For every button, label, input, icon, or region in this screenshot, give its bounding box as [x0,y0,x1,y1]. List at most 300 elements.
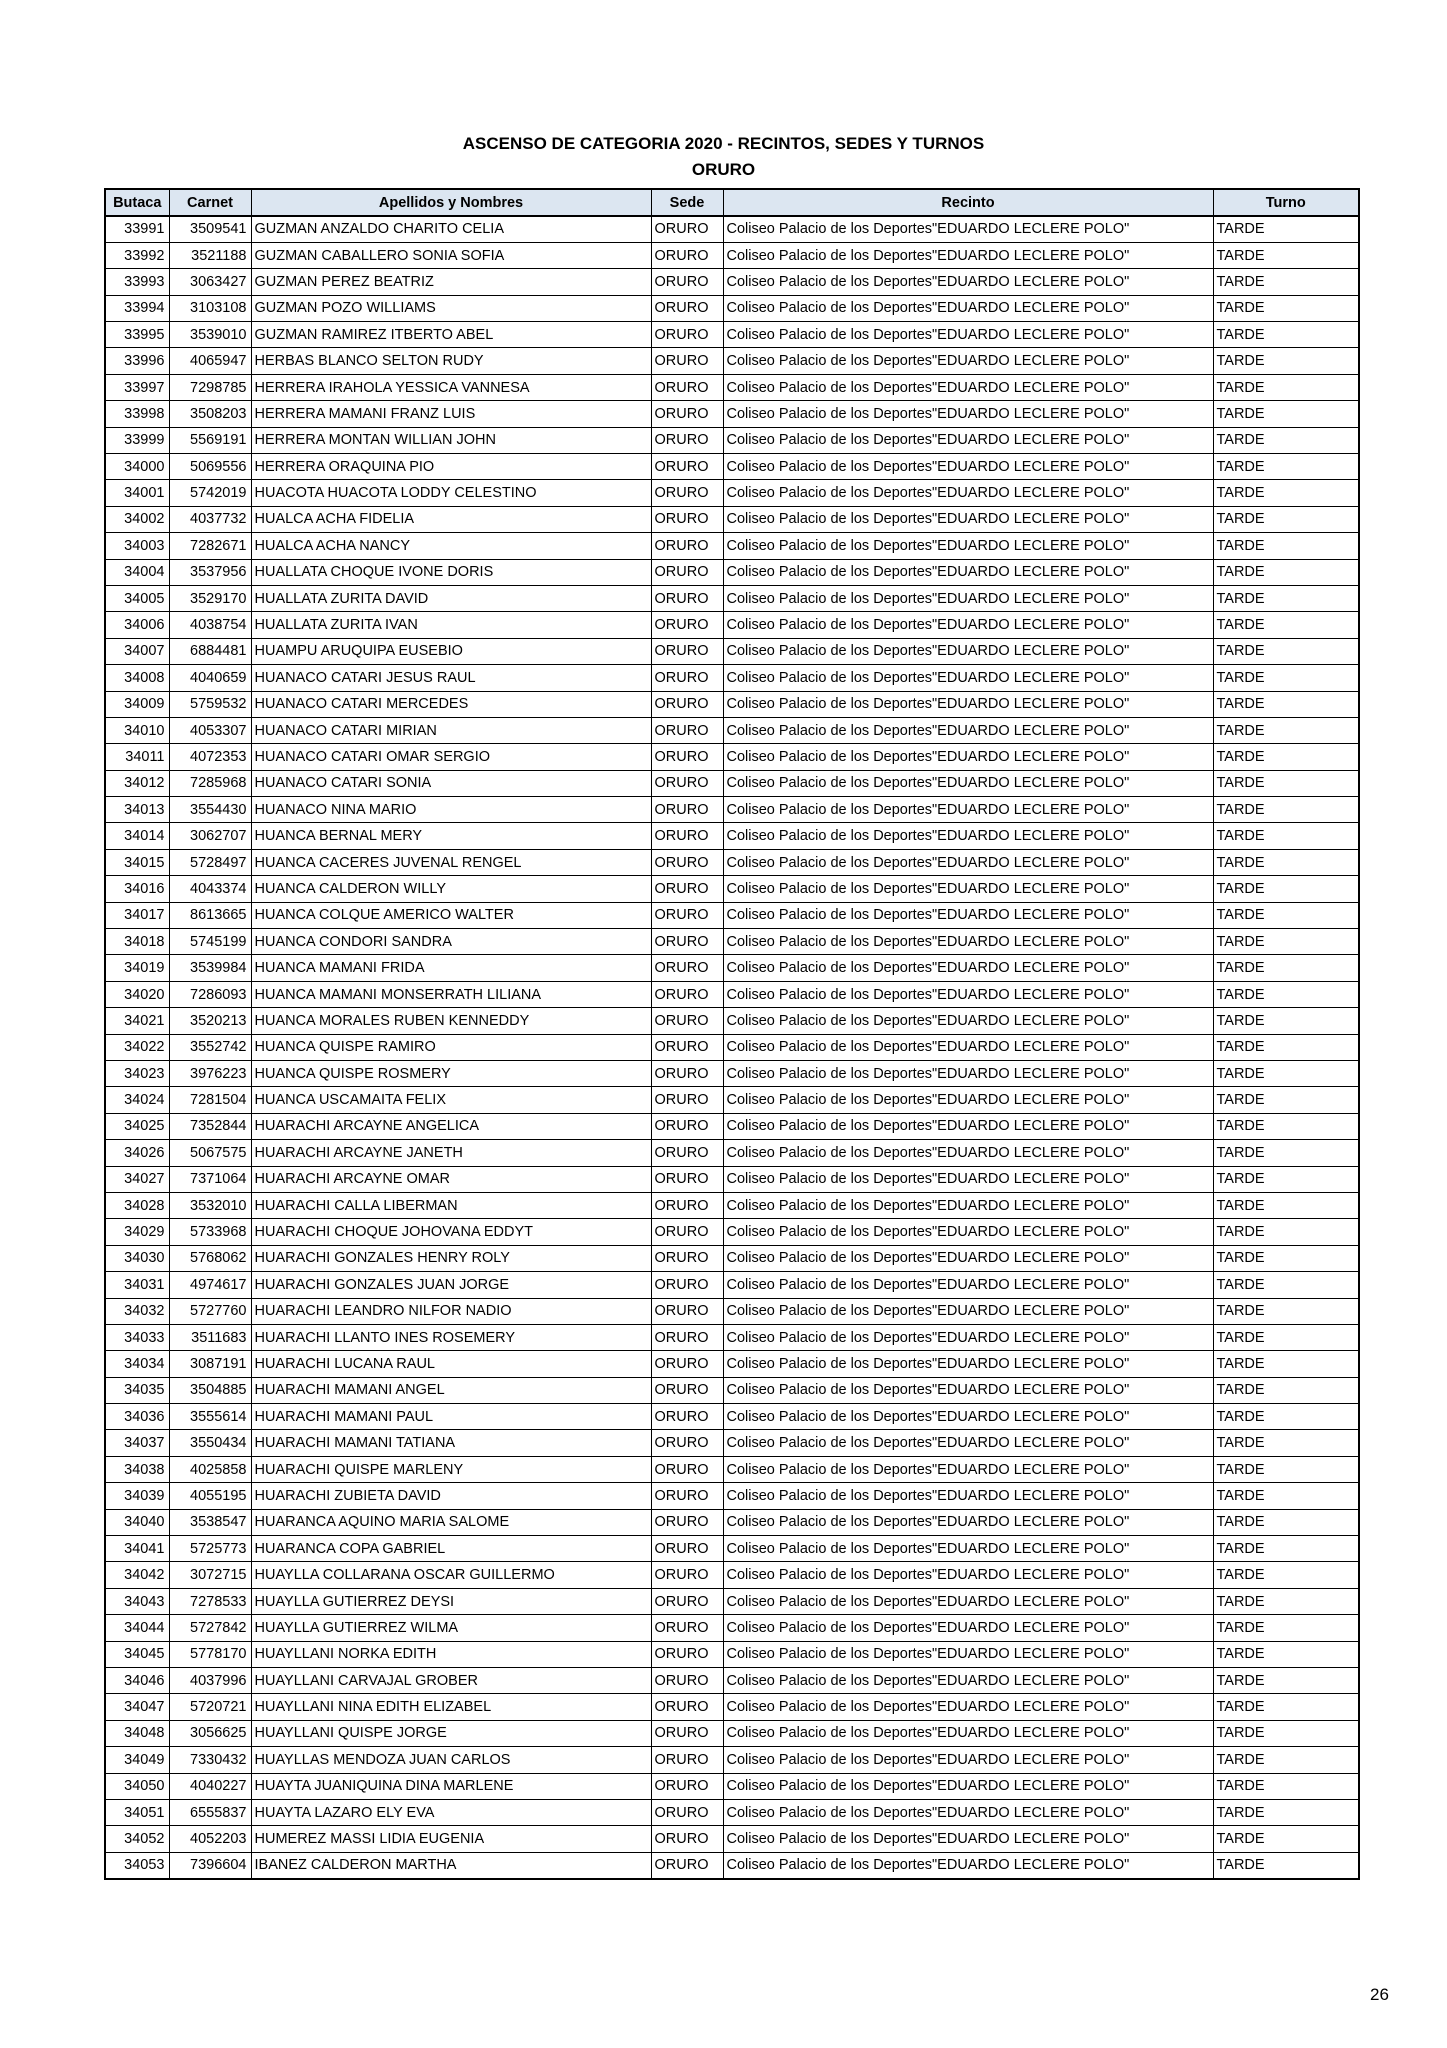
carnet-cell: 5725773 [169,1536,251,1562]
table-row [105,1087,1359,1113]
sede-cell: ORURO [651,1509,723,1535]
carnet-cell: 4065947 [169,348,251,374]
table-row [105,1826,1359,1852]
name-cell: HUANCA CALDERON WILLY [251,876,651,902]
name-cell: HERRERA ORAQUINA PIO [251,454,651,480]
sede-cell: ORURO [651,585,723,611]
name-cell: HUARACHI CALLA LIBERMAN [251,1192,651,1218]
table-row [105,216,1359,242]
turno-cell: TARDE [1213,506,1359,532]
butaca-cell: 34020 [105,981,169,1007]
butaca-cell: 34005 [105,585,169,611]
carnet-cell: 5759532 [169,691,251,717]
table-row [105,1456,1359,1482]
sede-cell: ORURO [651,559,723,585]
recinto-cell: Coliseo Palacio de los Deportes"EDUARDO LECLERE POLO" [723,1166,1213,1192]
sede-cell: ORURO [651,506,723,532]
recinto-cell: Coliseo Palacio de los Deportes"EDUARDO LECLERE POLO" [723,1008,1213,1034]
butaca-cell: 34040 [105,1509,169,1535]
recinto-cell: Coliseo Palacio de los Deportes"EDUARDO LECLERE POLO" [723,1852,1213,1878]
turno-cell: TARDE [1213,665,1359,691]
sede-cell: ORURO [651,1667,723,1693]
carnet-cell: 4037732 [169,506,251,532]
butaca-cell: 34022 [105,1034,169,1060]
recinto-cell: Coliseo Palacio de los Deportes"EDUARDO LECLERE POLO" [723,1483,1213,1509]
carnet-cell: 5569191 [169,427,251,453]
name-cell: HUAMPU ARUQUIPA EUSEBIO [251,638,651,664]
table-row [105,823,1359,849]
name-cell: HUARACHI QUISPE MARLENY [251,1456,651,1482]
carnet-cell: 4037996 [169,1667,251,1693]
recinto-cell: Coliseo Palacio de los Deportes"EDUARDO LECLERE POLO" [723,506,1213,532]
name-cell: HUANACO CATARI SONIA [251,770,651,796]
name-cell: HUAYTA JUANIQUINA DINA MARLENE [251,1773,651,1799]
sede-cell: ORURO [651,1245,723,1271]
butaca-cell: 34031 [105,1272,169,1298]
butaca-cell: 34050 [105,1773,169,1799]
carnet-cell: 3532010 [169,1192,251,1218]
name-cell: GUZMAN POZO WILLIAMS [251,295,651,321]
name-cell: HUAYTA LAZARO ELY EVA [251,1799,651,1825]
sede-cell: ORURO [651,454,723,480]
turno-cell: TARDE [1213,216,1359,242]
carnet-cell: 3508203 [169,401,251,427]
column-header-turno: Turno [1213,189,1359,216]
table-row [105,322,1359,348]
sede-cell: ORURO [651,1140,723,1166]
carnet-cell: 3504885 [169,1377,251,1403]
butaca-cell: 34032 [105,1298,169,1324]
table-row [105,1034,1359,1060]
carnet-cell: 7278533 [169,1588,251,1614]
turno-cell: TARDE [1213,1667,1359,1693]
recinto-cell: Coliseo Palacio de los Deportes"EDUARDO LECLERE POLO" [723,1298,1213,1324]
recinto-cell: Coliseo Palacio de los Deportes"EDUARDO LECLERE POLO" [723,1061,1213,1087]
carnet-cell: 4052203 [169,1826,251,1852]
name-cell: HUANCA QUISPE RAMIRO [251,1034,651,1060]
name-cell: HERRERA MONTAN WILLIAN JOHN [251,427,651,453]
sede-cell: ORURO [651,1773,723,1799]
carnet-cell: 6555837 [169,1799,251,1825]
turno-cell: TARDE [1213,1641,1359,1667]
butaca-cell: 34036 [105,1404,169,1430]
table-row [105,1720,1359,1746]
butaca-cell: 34010 [105,717,169,743]
name-cell: HUANCA COLQUE AMERICO WALTER [251,902,651,928]
carnet-cell: 4025858 [169,1456,251,1482]
name-cell: HUAYLLANI CARVAJAL GROBER [251,1667,651,1693]
recinto-cell: Coliseo Palacio de los Deportes"EDUARDO LECLERE POLO" [723,242,1213,268]
butaca-cell: 33991 [105,216,169,242]
carnet-cell: 5069556 [169,454,251,480]
table-row [105,348,1359,374]
table-row [105,401,1359,427]
recinto-cell: Coliseo Palacio de los Deportes"EDUARDO LECLERE POLO" [723,585,1213,611]
sede-cell: ORURO [651,427,723,453]
carnet-cell: 3062707 [169,823,251,849]
recinto-cell: Coliseo Palacio de los Deportes"EDUARDO LECLERE POLO" [723,559,1213,585]
carnet-cell: 8613665 [169,902,251,928]
sede-cell: ORURO [651,1061,723,1087]
turno-cell: TARDE [1213,638,1359,664]
table-row [105,612,1359,638]
recinto-cell: Coliseo Palacio de los Deportes"EDUARDO LECLERE POLO" [723,1799,1213,1825]
sede-cell: ORURO [651,1298,723,1324]
butaca-cell: 34015 [105,849,169,875]
carnet-cell: 7281504 [169,1087,251,1113]
name-cell: HUALLATA ZURITA DAVID [251,585,651,611]
sede-cell: ORURO [651,902,723,928]
table-row [105,1219,1359,1245]
sede-cell: ORURO [651,1324,723,1350]
butaca-cell: 34002 [105,506,169,532]
turno-cell: TARDE [1213,295,1359,321]
turno-cell: TARDE [1213,770,1359,796]
name-cell: HERBAS BLANCO SELTON RUDY [251,348,651,374]
carnet-cell: 7286093 [169,981,251,1007]
carnet-cell: 5733968 [169,1219,251,1245]
butaca-cell: 34046 [105,1667,169,1693]
sede-cell: ORURO [651,295,723,321]
turno-cell: TARDE [1213,797,1359,823]
sede-cell: ORURO [651,876,723,902]
name-cell: HUANACO CATARI MIRIAN [251,717,651,743]
sede-cell: ORURO [651,612,723,638]
table-row [105,955,1359,981]
name-cell: HUMEREZ MASSI LIDIA EUGENIA [251,1826,651,1852]
table-row [105,929,1359,955]
table-body [105,216,1359,1879]
sede-cell: ORURO [651,1219,723,1245]
sede-cell: ORURO [651,1008,723,1034]
butaca-cell: 34044 [105,1615,169,1641]
name-cell: HUARACHI MAMANI ANGEL [251,1377,651,1403]
name-cell: HUANCA QUISPE ROSMERY [251,1061,651,1087]
sede-cell: ORURO [651,1456,723,1482]
butaca-cell: 34023 [105,1061,169,1087]
column-header-apellidos-y-nombres: Apellidos y Nombres [251,189,651,216]
butaca-cell: 34027 [105,1166,169,1192]
carnet-cell: 7330432 [169,1747,251,1773]
carnet-cell: 5745199 [169,929,251,955]
turno-cell: TARDE [1213,876,1359,902]
butaca-cell: 33992 [105,242,169,268]
butaca-cell: 34007 [105,638,169,664]
table-row [105,1404,1359,1430]
carnet-cell: 4053307 [169,717,251,743]
name-cell: HUALCA ACHA NANCY [251,533,651,559]
sede-cell: ORURO [651,374,723,400]
carnet-cell: 3072715 [169,1562,251,1588]
turno-cell: TARDE [1213,1219,1359,1245]
sede-cell: ORURO [651,823,723,849]
recinto-cell: Coliseo Palacio de los Deportes"EDUARDO LECLERE POLO" [723,427,1213,453]
recinto-cell: Coliseo Palacio de los Deportes"EDUARDO LECLERE POLO" [723,1245,1213,1271]
butaca-cell: 34016 [105,876,169,902]
table-row [105,427,1359,453]
name-cell: HUANCA MAMANI FRIDA [251,955,651,981]
carnet-cell: 3087191 [169,1351,251,1377]
name-cell: HUARANCA COPA GABRIEL [251,1536,651,1562]
table-row [105,1272,1359,1298]
butaca-cell: 34038 [105,1456,169,1482]
butaca-cell: 34018 [105,929,169,955]
recinto-cell: Coliseo Palacio de los Deportes"EDUARDO LECLERE POLO" [723,295,1213,321]
sede-cell: ORURO [651,1034,723,1060]
turno-cell: TARDE [1213,1747,1359,1773]
column-header-butaca: Butaca [105,189,169,216]
recinto-cell: Coliseo Palacio de los Deportes"EDUARDO LECLERE POLO" [723,348,1213,374]
name-cell: HUANACO CATARI OMAR SERGIO [251,744,651,770]
name-cell: HUANACO CATARI MERCEDES [251,691,651,717]
recinto-cell: Coliseo Palacio de los Deportes"EDUARDO LECLERE POLO" [723,717,1213,743]
butaca-cell: 34003 [105,533,169,559]
sede-cell: ORURO [651,797,723,823]
butaca-cell: 34045 [105,1641,169,1667]
carnet-cell: 3538547 [169,1509,251,1535]
carnet-cell: 5768062 [169,1245,251,1271]
butaca-cell: 34052 [105,1826,169,1852]
butaca-cell: 34051 [105,1799,169,1825]
carnet-cell: 3529170 [169,585,251,611]
butaca-cell: 34021 [105,1008,169,1034]
table-row [105,1667,1359,1693]
column-header-carnet: Carnet [169,189,251,216]
sede-cell: ORURO [651,929,723,955]
butaca-cell: 33995 [105,322,169,348]
turno-cell: TARDE [1213,1113,1359,1139]
recinto-cell: Coliseo Palacio de los Deportes"EDUARDO LECLERE POLO" [723,454,1213,480]
turno-cell: TARDE [1213,559,1359,585]
carnet-cell: 3552742 [169,1034,251,1060]
table-row [105,374,1359,400]
recinto-cell: Coliseo Palacio de los Deportes"EDUARDO LECLERE POLO" [723,1113,1213,1139]
sede-cell: ORURO [651,638,723,664]
recinto-cell: Coliseo Palacio de los Deportes"EDUARDO LECLERE POLO" [723,1826,1213,1852]
recinto-cell: Coliseo Palacio de los Deportes"EDUARDO LECLERE POLO" [723,480,1213,506]
name-cell: HUANCA CONDORI SANDRA [251,929,651,955]
table-row [105,1298,1359,1324]
recinto-cell: Coliseo Palacio de los Deportes"EDUARDO LECLERE POLO" [723,849,1213,875]
carnet-cell: 3511683 [169,1324,251,1350]
recinto-cell: Coliseo Palacio de los Deportes"EDUARDO LECLERE POLO" [723,1641,1213,1667]
name-cell: HUAYLLANI NINA EDITH ELIZABEL [251,1694,651,1720]
sede-cell: ORURO [651,1430,723,1456]
table-row [105,638,1359,664]
butaca-cell: 34019 [105,955,169,981]
sede-cell: ORURO [651,1536,723,1562]
table-row [105,1747,1359,1773]
recinto-cell: Coliseo Palacio de los Deportes"EDUARDO LECLERE POLO" [723,770,1213,796]
sede-cell: ORURO [651,770,723,796]
butaca-cell: 34006 [105,612,169,638]
name-cell: HUAYLLA COLLARANA OSCAR GUILLERMO [251,1562,651,1588]
butaca-cell: 34011 [105,744,169,770]
table-row [105,585,1359,611]
carnet-cell: 3103108 [169,295,251,321]
sede-cell: ORURO [651,1404,723,1430]
butaca-cell: 34009 [105,691,169,717]
table-row [105,797,1359,823]
butaca-cell: 34004 [105,559,169,585]
name-cell: HUANCA MORALES RUBEN KENNEDDY [251,1008,651,1034]
table-row [105,1324,1359,1350]
table-row [105,1509,1359,1535]
carnet-cell: 5720721 [169,1694,251,1720]
table-row [105,1641,1359,1667]
turno-cell: TARDE [1213,1192,1359,1218]
name-cell: HUARACHI ARCAYNE ANGELICA [251,1113,651,1139]
sede-cell: ORURO [651,1377,723,1403]
turno-cell: TARDE [1213,454,1359,480]
recinto-cell: Coliseo Palacio de los Deportes"EDUARDO LECLERE POLO" [723,269,1213,295]
butaca-cell: 34013 [105,797,169,823]
turno-cell: TARDE [1213,744,1359,770]
sede-cell: ORURO [651,1720,723,1746]
recinto-cell: Coliseo Palacio de los Deportes"EDUARDO LECLERE POLO" [723,612,1213,638]
name-cell: GUZMAN RAMIREZ ITBERTO ABEL [251,322,651,348]
table-row [105,1008,1359,1034]
assignments-table [104,188,1360,1880]
column-header-recinto: Recinto [723,189,1213,216]
recinto-cell: Coliseo Palacio de los Deportes"EDUARDO LECLERE POLO" [723,401,1213,427]
carnet-cell: 5067575 [169,1140,251,1166]
carnet-cell: 5728497 [169,849,251,875]
name-cell: HUARACHI GONZALES JUAN JORGE [251,1272,651,1298]
recinto-cell: Coliseo Palacio de los Deportes"EDUARDO LECLERE POLO" [723,691,1213,717]
name-cell: GUZMAN ANZALDO CHARITO CELIA [251,216,651,242]
recinto-cell: Coliseo Palacio de los Deportes"EDUARDO LECLERE POLO" [723,929,1213,955]
sede-cell: ORURO [651,849,723,875]
carnet-cell: 3520213 [169,1008,251,1034]
butaca-cell: 34025 [105,1113,169,1139]
turno-cell: TARDE [1213,348,1359,374]
name-cell: HUARACHI GONZALES HENRY ROLY [251,1245,651,1271]
butaca-cell: 34043 [105,1588,169,1614]
table-row [105,1773,1359,1799]
name-cell: HUALLATA CHOQUE IVONE DORIS [251,559,651,585]
name-cell: HUARACHI LUCANA RAUL [251,1351,651,1377]
carnet-cell: 4038754 [169,612,251,638]
sede-cell: ORURO [651,1483,723,1509]
turno-cell: TARDE [1213,1720,1359,1746]
butaca-cell: 34048 [105,1720,169,1746]
table-row [105,1140,1359,1166]
turno-cell: TARDE [1213,1008,1359,1034]
table-row [105,665,1359,691]
table-row [105,1562,1359,1588]
name-cell: HERRERA MAMANI FRANZ LUIS [251,401,651,427]
butaca-cell: 33993 [105,269,169,295]
carnet-cell: 3509541 [169,216,251,242]
recinto-cell: Coliseo Palacio de los Deportes"EDUARDO LECLERE POLO" [723,1773,1213,1799]
name-cell: HUANACO NINA MARIO [251,797,651,823]
sede-cell: ORURO [651,744,723,770]
sede-cell: ORURO [651,1747,723,1773]
table-row [105,242,1359,268]
butaca-cell: 34000 [105,454,169,480]
turno-cell: TARDE [1213,1536,1359,1562]
name-cell: HUARACHI ARCAYNE OMAR [251,1166,651,1192]
carnet-cell: 7282671 [169,533,251,559]
turno-cell: TARDE [1213,401,1359,427]
name-cell: HUANCA BERNAL MERY [251,823,651,849]
sede-cell: ORURO [651,1799,723,1825]
turno-cell: TARDE [1213,533,1359,559]
recinto-cell: Coliseo Palacio de los Deportes"EDUARDO LECLERE POLO" [723,216,1213,242]
table-row [105,1351,1359,1377]
turno-cell: TARDE [1213,374,1359,400]
recinto-cell: Coliseo Palacio de los Deportes"EDUARDO LECLERE POLO" [723,1747,1213,1773]
carnet-cell: 7285968 [169,770,251,796]
table-row [105,295,1359,321]
turno-cell: TARDE [1213,585,1359,611]
turno-cell: TARDE [1213,1377,1359,1403]
table-row [105,1192,1359,1218]
table-row [105,454,1359,480]
table-row [105,1799,1359,1825]
recinto-cell: Coliseo Palacio de los Deportes"EDUARDO LECLERE POLO" [723,981,1213,1007]
name-cell: IBANEZ CALDERON MARTHA [251,1852,651,1878]
recinto-cell: Coliseo Palacio de los Deportes"EDUARDO LECLERE POLO" [723,533,1213,559]
table-row [105,902,1359,928]
turno-cell: TARDE [1213,849,1359,875]
sede-cell: ORURO [651,1351,723,1377]
sede-cell: ORURO [651,665,723,691]
name-cell: HERRERA IRAHOLA YESSICA VANNESA [251,374,651,400]
turno-cell: TARDE [1213,322,1359,348]
turno-cell: TARDE [1213,955,1359,981]
carnet-cell: 5727760 [169,1298,251,1324]
butaca-cell: 33994 [105,295,169,321]
recinto-cell: Coliseo Palacio de los Deportes"EDUARDO LECLERE POLO" [723,1562,1213,1588]
name-cell: HUANCA MAMANI MONSERRATH LILIANA [251,981,651,1007]
page-title: ASCENSO DE CATEGORIA 2020 - RECINTOS, SEDES Y TURNOS [462,134,985,153]
sede-cell: ORURO [651,691,723,717]
turno-cell: TARDE [1213,1509,1359,1535]
carnet-cell: 3539010 [169,322,251,348]
butaca-cell: 34039 [105,1483,169,1509]
recinto-cell: Coliseo Palacio de los Deportes"EDUARDO LECLERE POLO" [723,1219,1213,1245]
table-row [105,480,1359,506]
turno-cell: TARDE [1213,1852,1359,1878]
name-cell: HUAYLLA GUTIERREZ WILMA [251,1615,651,1641]
sede-cell: ORURO [651,348,723,374]
sede-cell: ORURO [651,1615,723,1641]
recinto-cell: Coliseo Palacio de los Deportes"EDUARDO LECLERE POLO" [723,955,1213,981]
turno-cell: TARDE [1213,1272,1359,1298]
carnet-cell: 4974617 [169,1272,251,1298]
butaca-cell: 34033 [105,1324,169,1350]
recinto-cell: Coliseo Palacio de los Deportes"EDUARDO LECLERE POLO" [723,322,1213,348]
butaca-cell: 34026 [105,1140,169,1166]
name-cell: HUARACHI ARCAYNE JANETH [251,1140,651,1166]
carnet-cell: 3521188 [169,242,251,268]
recinto-cell: Coliseo Palacio de los Deportes"EDUARDO LECLERE POLO" [723,1377,1213,1403]
turno-cell: TARDE [1213,1826,1359,1852]
table-row [105,1615,1359,1641]
butaca-cell: 34041 [105,1536,169,1562]
table-row [105,506,1359,532]
turno-cell: TARDE [1213,929,1359,955]
turno-cell: TARDE [1213,1061,1359,1087]
butaca-cell: 34035 [105,1377,169,1403]
sede-cell: ORURO [651,242,723,268]
butaca-cell: 34042 [105,1562,169,1588]
butaca-cell: 33996 [105,348,169,374]
turno-cell: TARDE [1213,269,1359,295]
table-row [105,981,1359,1007]
